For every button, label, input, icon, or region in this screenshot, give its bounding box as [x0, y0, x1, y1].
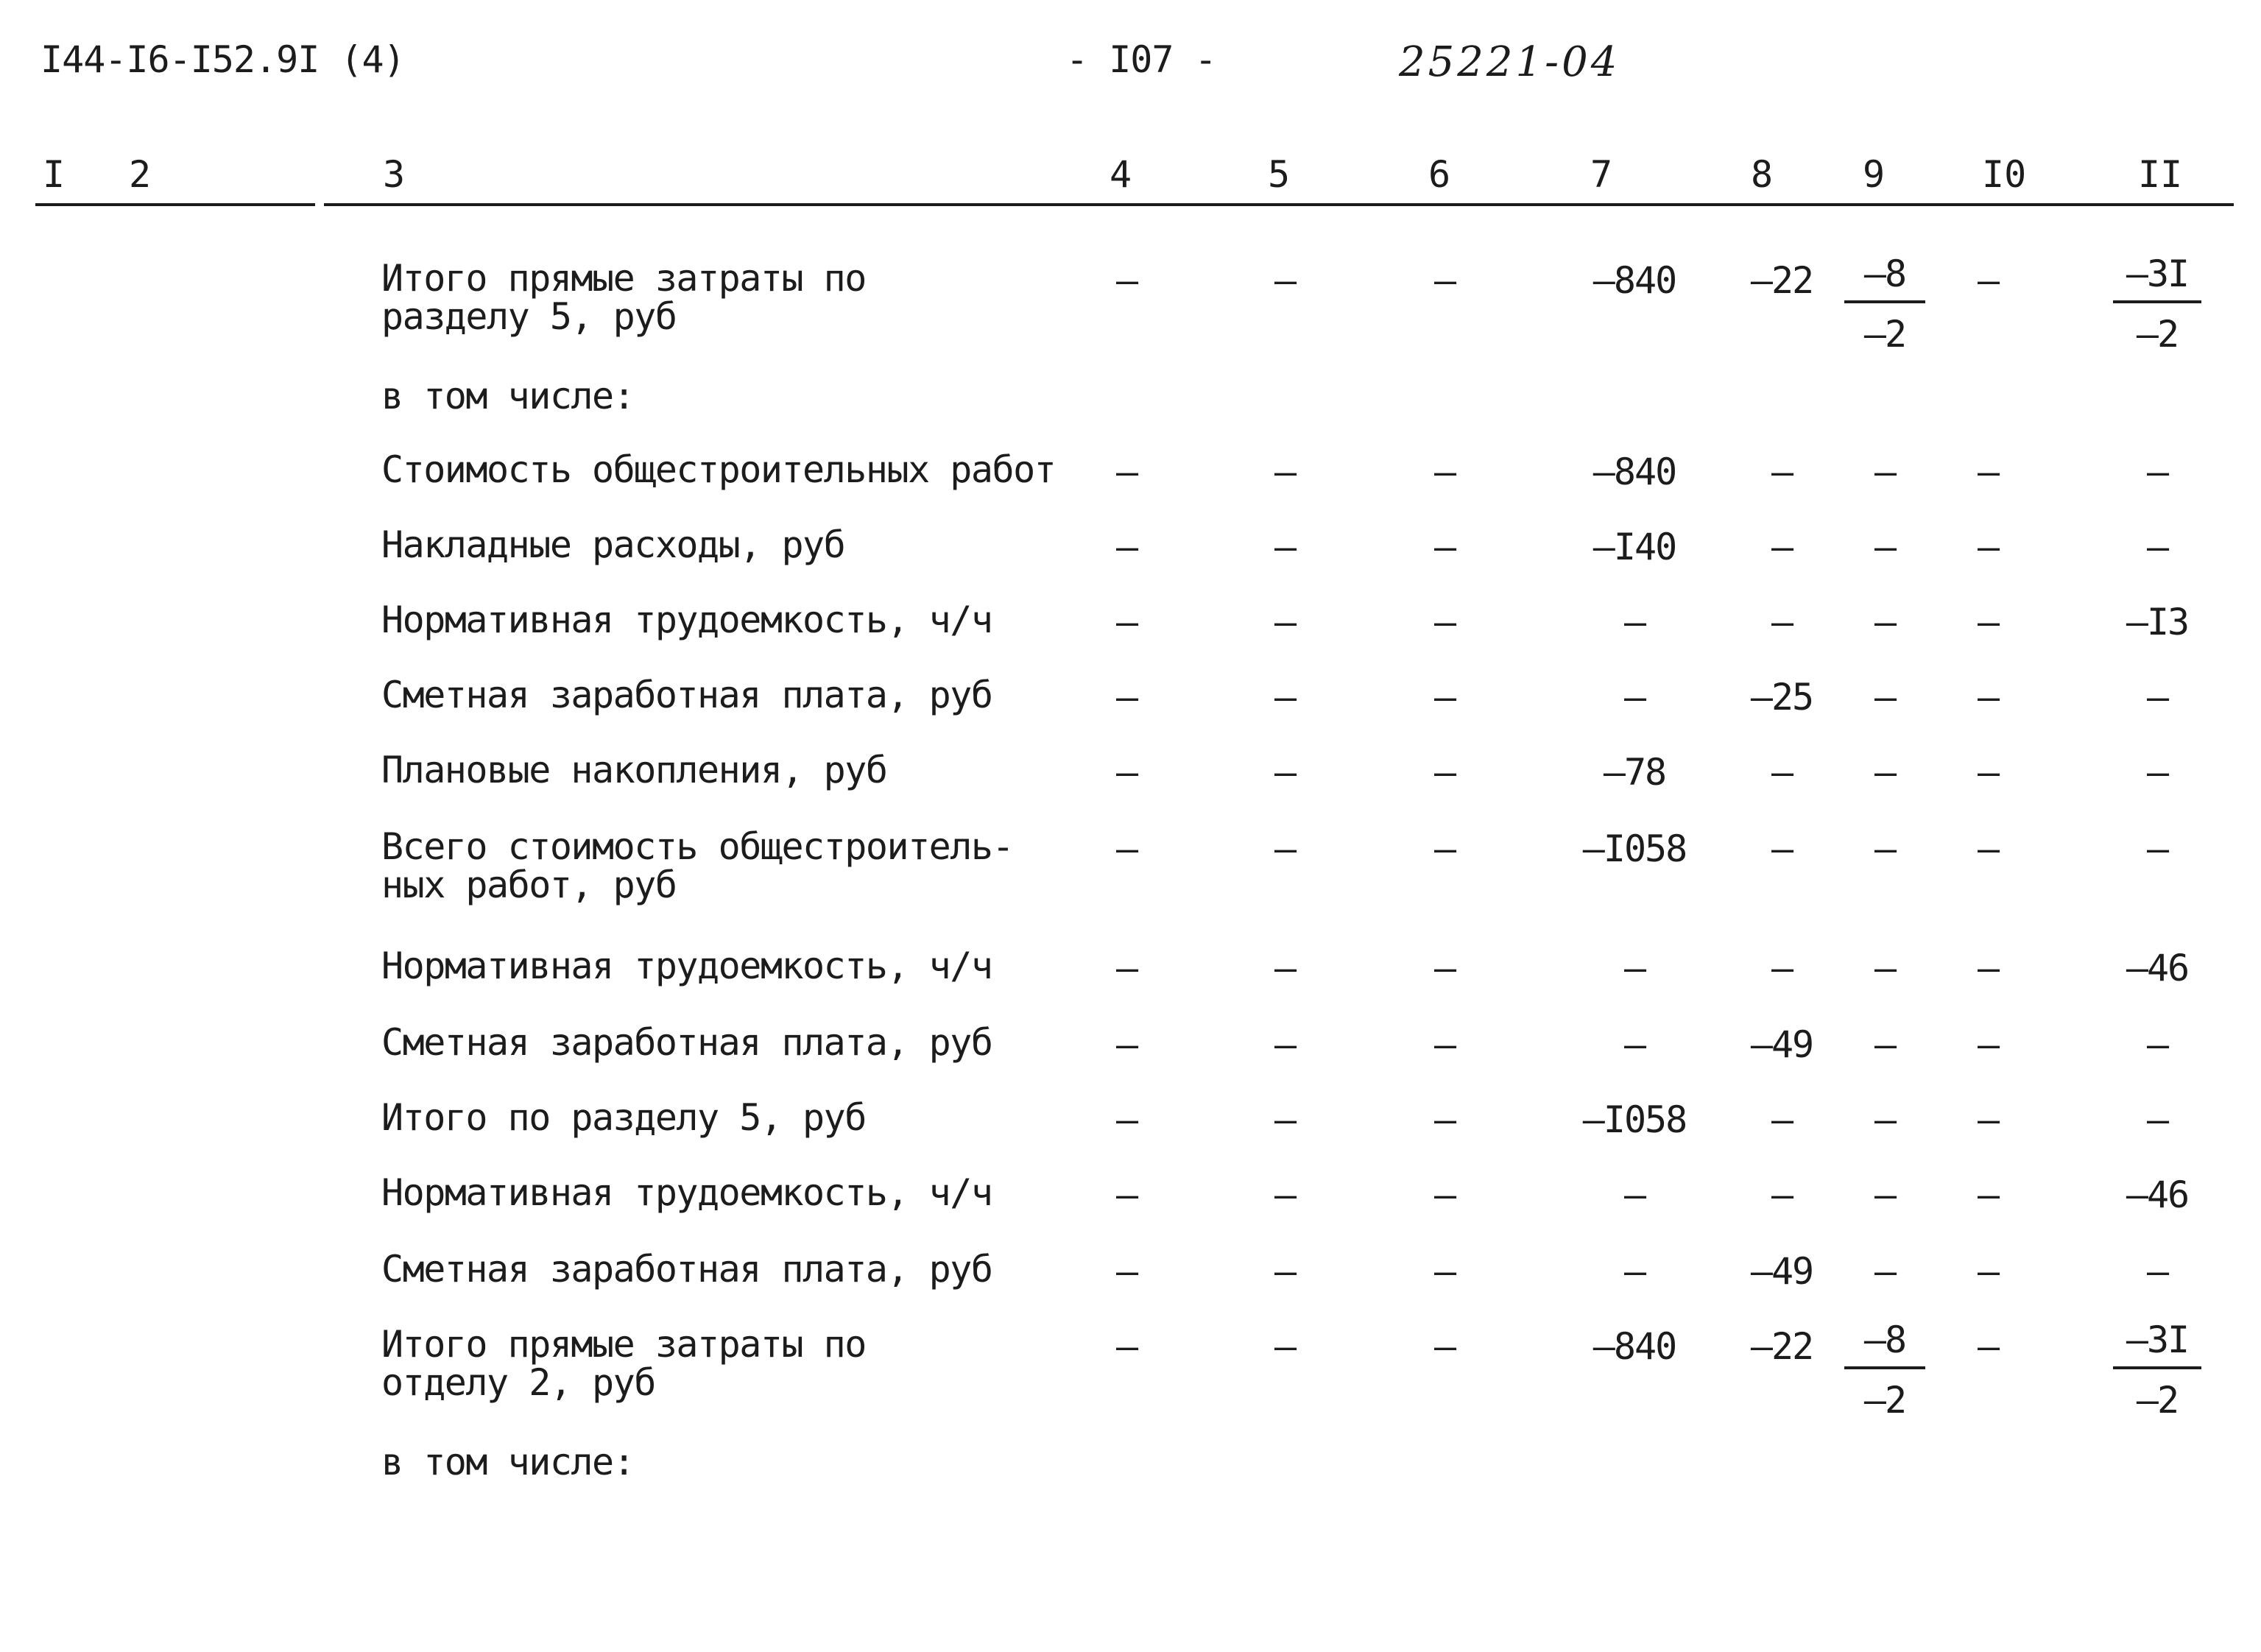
cell-c6: – [1433, 1250, 1456, 1293]
cell-c4: – [1115, 676, 1137, 719]
cell-c8: – [1771, 947, 1793, 989]
cell-c9: – [1874, 1098, 1896, 1141]
cell-c8: – [1771, 451, 1793, 493]
cell-c4: – [1115, 751, 1137, 794]
cell-c10: – [1977, 827, 1999, 870]
cell-c10: – [1977, 947, 1999, 989]
cell-c4: – [1115, 1325, 1137, 1368]
document-code: I44-I6-I52.9I (4) [40, 38, 405, 81]
row-label [381, 377, 1118, 415]
row-label-line: Итого прямые затраты по [381, 257, 866, 300]
cell-c6: – [1433, 751, 1456, 794]
row-label [381, 827, 1118, 904]
row-label [381, 259, 1118, 336]
cell-c8: –22 [1750, 259, 1813, 302]
cell-c9: – [1874, 601, 1896, 643]
fraction-numerator: –3I [2113, 253, 2201, 303]
row-label-line: Нормативная трудоемкость, ч/ч [381, 1171, 992, 1214]
cell-c6: – [1433, 947, 1456, 989]
cell-c4: – [1115, 451, 1137, 493]
column-number: 3 [383, 153, 406, 196]
fraction-denominator: –2 [2136, 1379, 2179, 1422]
row-label [381, 523, 1118, 566]
row-label [381, 1325, 1118, 1402]
cell-c5: – [1274, 827, 1296, 870]
cell-c9: – [1874, 947, 1896, 989]
fraction-numerator: –3I [2113, 1319, 2201, 1369]
cell-c5: – [1274, 751, 1296, 794]
header-rule [324, 203, 2234, 206]
cell-c5: – [1274, 259, 1296, 302]
cell-c8: – [1771, 751, 1793, 794]
cell-c9: – [1874, 1023, 1896, 1066]
cell-c4: – [1115, 947, 1137, 989]
cell-c7: – [1623, 1173, 1646, 1216]
row-label [381, 448, 1118, 491]
row-label [381, 1443, 1118, 1481]
row-label [381, 947, 1118, 985]
cell-c8: – [1771, 827, 1793, 870]
cell-c5: – [1274, 451, 1296, 493]
cell-c11: – [2146, 451, 2168, 493]
cell-c6: – [1433, 451, 1456, 493]
cell-c11: – [2146, 526, 2168, 568]
column-number: 4 [1110, 153, 1132, 196]
cell-c5: – [1274, 1250, 1296, 1293]
cell-c11: –I3 [2126, 601, 2189, 643]
cell-c10: – [1977, 676, 1999, 719]
row-label-line: Всего стоимость общестроитель- [381, 825, 1014, 868]
cell-c11: – [2146, 676, 2168, 719]
fraction-denominator: –2 [1863, 313, 1906, 356]
row-label-line: Сметная заработная плата, руб [381, 1021, 992, 1064]
cell-c5: – [1274, 947, 1296, 989]
cell-c10: – [1977, 601, 1999, 643]
row-label [381, 601, 1118, 639]
cell-c4: – [1115, 526, 1137, 568]
cell-c4: – [1115, 601, 1137, 643]
cell-c4: – [1115, 1250, 1137, 1293]
cell-c6: – [1433, 259, 1456, 302]
cell-c7: –I058 [1582, 1098, 1687, 1141]
fraction-numerator: –8 [1844, 1319, 1925, 1369]
cell-c6: – [1433, 1325, 1456, 1368]
row-label-line: Сметная заработная плата, руб [381, 674, 992, 716]
cell-c10: – [1977, 451, 1999, 493]
header-rule [35, 203, 315, 206]
cell-c8: – [1771, 1173, 1793, 1216]
row-label-line: Нормативная трудоемкость, ч/ч [381, 945, 992, 987]
row-label [381, 1023, 1118, 1062]
cell-c11: –46 [2126, 947, 2189, 989]
cell-c7: – [1623, 676, 1646, 719]
cell-c5: – [1274, 1023, 1296, 1066]
cell-c6: – [1433, 827, 1456, 870]
row-label-line: Накладные расходы, руб [381, 523, 845, 566]
column-number: 6 [1428, 153, 1451, 196]
cell-c9: – [1874, 1250, 1896, 1293]
fraction-cell-c9 [1844, 1319, 1925, 1421]
cell-c9: – [1874, 451, 1896, 493]
cell-c7: –78 [1603, 751, 1666, 794]
cell-c5: – [1274, 1098, 1296, 1141]
row-label [381, 1248, 1118, 1291]
row-label-line: Плановые накопления, руб [381, 749, 887, 791]
cell-c7: –I058 [1582, 827, 1687, 870]
cell-c7: – [1623, 947, 1646, 989]
cell-c9: – [1874, 676, 1896, 719]
row-label-line: ных работ, руб [381, 864, 677, 906]
row-label-line: Сметная заработная плата, руб [381, 1248, 992, 1291]
cell-c5: – [1274, 526, 1296, 568]
cell-c11: – [2146, 751, 2168, 794]
column-number: 2 [129, 153, 152, 196]
cell-c6: – [1433, 526, 1456, 568]
cell-c6: – [1433, 1173, 1456, 1216]
cell-c7: –840 [1592, 451, 1676, 493]
cell-c4: – [1115, 1098, 1137, 1141]
column-number: 7 [1590, 153, 1613, 196]
cell-c8: – [1771, 526, 1793, 568]
page-number: - I07 - [1066, 38, 1216, 81]
cell-c9: – [1874, 526, 1896, 568]
cell-c7: – [1623, 601, 1646, 643]
column-number: 5 [1268, 153, 1291, 196]
fraction-denominator: –2 [1863, 1379, 1906, 1422]
cell-c5: – [1274, 1325, 1296, 1368]
column-number: 8 [1751, 153, 1774, 196]
row-label-line: отделу 2, руб [381, 1361, 655, 1404]
cell-c11: – [2146, 827, 2168, 870]
cell-c7: –840 [1592, 1325, 1676, 1368]
cell-c8: – [1771, 601, 1793, 643]
fraction-cell-c11 [2113, 253, 2201, 355]
cell-c11: – [2146, 1098, 2168, 1141]
cell-c6: – [1433, 1098, 1456, 1141]
cell-c8: –49 [1750, 1023, 1813, 1066]
column-number: I [43, 153, 66, 196]
cell-c9: – [1874, 1173, 1896, 1216]
row-label-line: разделу 5, руб [381, 295, 677, 338]
column-number: I0 [1982, 153, 2027, 196]
cell-c9: – [1874, 751, 1896, 794]
row-label-line: Стоимость общестроительных работ [381, 448, 1056, 491]
cell-c11: –46 [2126, 1173, 2189, 1216]
cell-c9: – [1874, 827, 1896, 870]
column-number: II [2138, 153, 2183, 196]
cell-c10: – [1977, 1098, 1999, 1141]
cell-c4: – [1115, 259, 1137, 302]
cell-c7: – [1623, 1250, 1646, 1293]
fraction-numerator: –8 [1844, 253, 1925, 303]
cell-c4: – [1115, 1173, 1137, 1216]
cell-c6: – [1433, 676, 1456, 719]
fraction-cell-c9 [1844, 253, 1925, 355]
row-label [381, 1173, 1118, 1212]
cell-c10: – [1977, 1250, 1999, 1293]
cell-c11: – [2146, 1023, 2168, 1066]
fraction-cell-c11 [2113, 1319, 2201, 1421]
cell-c8: – [1771, 1098, 1793, 1141]
cell-c8: –22 [1750, 1325, 1813, 1368]
fraction-denominator: –2 [2136, 313, 2179, 356]
cell-c8: –49 [1750, 1250, 1813, 1293]
cell-c7: – [1623, 1023, 1646, 1066]
cell-c10: – [1977, 1023, 1999, 1066]
row-label [381, 1098, 1118, 1137]
cell-c5: – [1274, 1173, 1296, 1216]
inventory-number: 25221-04 [1399, 38, 1620, 86]
row-label-line: Итого прямые затраты по [381, 1323, 866, 1366]
cell-c5: – [1274, 676, 1296, 719]
row-label-line: Нормативная трудоемкость, ч/ч [381, 599, 992, 641]
cell-c10: – [1977, 1325, 1999, 1368]
cell-c7: –840 [1592, 259, 1676, 302]
cell-c8: –25 [1750, 676, 1813, 719]
row-label-line: Итого по разделу 5, руб [381, 1096, 866, 1139]
cell-c6: – [1433, 601, 1456, 643]
column-number: 9 [1863, 153, 1886, 196]
row-label-line: в том числе: [381, 375, 635, 417]
cell-c4: – [1115, 827, 1137, 870]
cell-c10: – [1977, 259, 1999, 302]
row-label-line: в том числе: [381, 1441, 635, 1483]
cell-c6: – [1433, 1023, 1456, 1066]
cell-c7: –I40 [1592, 526, 1676, 568]
cell-c10: – [1977, 1173, 1999, 1216]
cell-c11: – [2146, 1250, 2168, 1293]
row-label [381, 676, 1118, 714]
cell-c4: – [1115, 1023, 1137, 1066]
cell-c10: – [1977, 526, 1999, 568]
cell-c5: – [1274, 601, 1296, 643]
cell-c10: – [1977, 751, 1999, 794]
row-label [381, 751, 1118, 789]
